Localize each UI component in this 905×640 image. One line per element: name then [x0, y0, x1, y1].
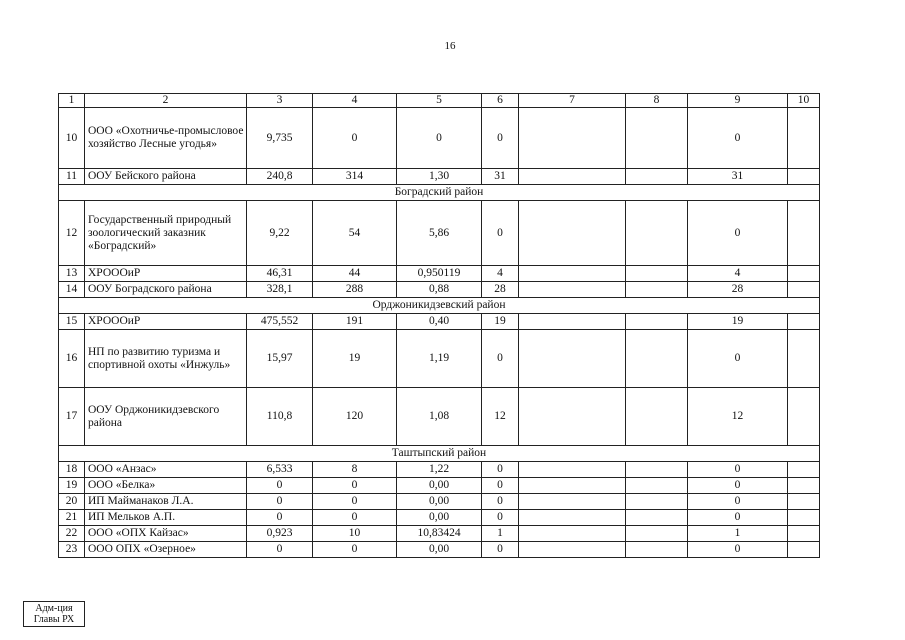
value-cell: 0	[247, 510, 313, 526]
value-cell: 288	[313, 282, 397, 298]
table-row	[59, 314, 820, 330]
table-row	[59, 510, 820, 526]
value-cell: 28	[482, 282, 519, 298]
value-cell	[626, 510, 688, 526]
value-cell: 1,30	[397, 169, 482, 185]
value-cell	[519, 542, 626, 558]
value-cell: 10,83424	[397, 526, 482, 542]
value-cell	[519, 494, 626, 510]
row-number-cell: 18	[59, 462, 85, 478]
table-row	[59, 282, 820, 298]
header-cell: 6	[482, 94, 519, 108]
value-cell: 0	[482, 330, 519, 388]
value-cell	[519, 510, 626, 526]
table-row	[59, 108, 820, 169]
data-table	[58, 93, 820, 558]
value-cell: 0,923	[247, 526, 313, 542]
header-cell: 10	[788, 94, 820, 108]
value-cell: 0,40	[397, 314, 482, 330]
value-cell	[519, 478, 626, 494]
value-cell	[519, 526, 626, 542]
value-cell: 5,86	[397, 201, 482, 266]
organization-name-cell: ООУ Боградского района	[85, 282, 247, 298]
value-cell: 314	[313, 169, 397, 185]
value-cell	[626, 266, 688, 282]
value-cell: 19	[313, 330, 397, 388]
row-number-cell: 15	[59, 314, 85, 330]
value-cell	[788, 169, 820, 185]
value-cell: 19	[482, 314, 519, 330]
value-cell: 1,08	[397, 388, 482, 446]
organization-name-cell: ООУ Бейского района	[85, 169, 247, 185]
value-cell: 240,8	[247, 169, 313, 185]
value-cell: 0	[482, 510, 519, 526]
stamp	[23, 601, 85, 627]
value-cell: 0,950119	[397, 266, 482, 282]
row-number-cell: 21	[59, 510, 85, 526]
header-row	[59, 94, 820, 108]
value-cell	[626, 542, 688, 558]
value-cell: 0	[688, 494, 788, 510]
value-cell: 19	[688, 314, 788, 330]
value-cell: 15,97	[247, 330, 313, 388]
value-cell: 0	[247, 542, 313, 558]
row-number-cell: 17	[59, 388, 85, 446]
stamp-line-2: Главы РХ	[33, 614, 75, 625]
value-cell: 0,00	[397, 494, 482, 510]
section-row	[59, 298, 820, 314]
value-cell	[626, 282, 688, 298]
value-cell: 0	[247, 478, 313, 494]
table-row	[59, 526, 820, 542]
value-cell: 110,8	[247, 388, 313, 446]
value-cell: 31	[482, 169, 519, 185]
value-cell: 0	[313, 510, 397, 526]
value-cell: 120	[313, 388, 397, 446]
value-cell	[519, 266, 626, 282]
value-cell	[788, 314, 820, 330]
value-cell	[519, 314, 626, 330]
table-row	[59, 169, 820, 185]
value-cell	[788, 542, 820, 558]
value-cell	[788, 282, 820, 298]
value-cell: 54	[313, 201, 397, 266]
value-cell: 0,88	[397, 282, 482, 298]
value-cell: 6,533	[247, 462, 313, 478]
organization-name-cell: ООО «Анзас»	[85, 462, 247, 478]
value-cell	[788, 494, 820, 510]
section-title: Боградский район	[59, 185, 820, 201]
value-cell: 1	[482, 526, 519, 542]
value-cell: 0	[482, 494, 519, 510]
value-cell: 0	[688, 108, 788, 169]
header-cell: 5	[397, 94, 482, 108]
value-cell: 9,22	[247, 201, 313, 266]
table-row	[59, 462, 820, 478]
value-cell: 0	[397, 108, 482, 169]
organization-name-cell: ООО ОПХ «Озерное»	[85, 542, 247, 558]
value-cell: 0	[688, 330, 788, 388]
value-cell: 44	[313, 266, 397, 282]
value-cell	[626, 169, 688, 185]
organization-name-cell: ИП Майманаков Л.А.	[85, 494, 247, 510]
value-cell: 0	[482, 542, 519, 558]
organization-name-cell: ООО «Охотничье-промысловое хозяйство Лесные угодья»	[85, 108, 247, 169]
value-cell	[788, 462, 820, 478]
header-cell: 7	[519, 94, 626, 108]
row-number-cell: 12	[59, 201, 85, 266]
header-cell: 1	[59, 94, 85, 108]
row-number-cell: 13	[59, 266, 85, 282]
value-cell: 9,735	[247, 108, 313, 169]
organization-name-cell: Государственный природный зоологический заказник «Боградский»	[85, 201, 247, 266]
row-number-cell: 16	[59, 330, 85, 388]
value-cell	[788, 478, 820, 494]
section-row	[59, 446, 820, 462]
value-cell: 10	[313, 526, 397, 542]
organization-name-cell: ООО «Белка»	[85, 478, 247, 494]
value-cell: 31	[688, 169, 788, 185]
value-cell	[788, 266, 820, 282]
table-row	[59, 330, 820, 388]
value-cell: 0	[313, 542, 397, 558]
value-cell: 0	[247, 494, 313, 510]
value-cell	[519, 388, 626, 446]
header-cell: 3	[247, 94, 313, 108]
value-cell: 0	[313, 108, 397, 169]
value-cell: 0	[688, 201, 788, 266]
value-cell: 191	[313, 314, 397, 330]
value-cell: 1	[688, 526, 788, 542]
value-cell	[788, 510, 820, 526]
section-title: Орджоникидзевский район	[59, 298, 820, 314]
header-cell: 9	[688, 94, 788, 108]
value-cell	[626, 201, 688, 266]
value-cell	[626, 330, 688, 388]
value-cell: 1,19	[397, 330, 482, 388]
value-cell	[626, 462, 688, 478]
value-cell	[519, 108, 626, 169]
row-number-cell: 11	[59, 169, 85, 185]
value-cell	[519, 462, 626, 478]
header-cell: 4	[313, 94, 397, 108]
value-cell: 8	[313, 462, 397, 478]
value-cell	[519, 201, 626, 266]
table-row	[59, 478, 820, 494]
table-row	[59, 201, 820, 266]
value-cell	[519, 169, 626, 185]
value-cell: 12	[688, 388, 788, 446]
row-number-cell: 19	[59, 478, 85, 494]
organization-name-cell: НП по развитию туризма и спортивной охоты «Инжуль»	[85, 330, 247, 388]
value-cell: 0	[688, 542, 788, 558]
value-cell: 0,00	[397, 478, 482, 494]
organization-name-cell: ИП Мельков А.П.	[85, 510, 247, 526]
row-number-cell: 10	[59, 108, 85, 169]
value-cell: 475,552	[247, 314, 313, 330]
value-cell	[626, 314, 688, 330]
table-body	[59, 94, 820, 558]
value-cell	[626, 108, 688, 169]
row-number-cell: 23	[59, 542, 85, 558]
value-cell: 0	[688, 462, 788, 478]
header-cell: 8	[626, 94, 688, 108]
value-cell	[788, 388, 820, 446]
value-cell	[788, 330, 820, 388]
value-cell: 12	[482, 388, 519, 446]
value-cell: 28	[688, 282, 788, 298]
row-number-cell: 20	[59, 494, 85, 510]
table-row	[59, 266, 820, 282]
section-row	[59, 185, 820, 201]
value-cell: 0,00	[397, 510, 482, 526]
value-cell	[626, 478, 688, 494]
stamp-line-1: Адм-ция	[35, 603, 73, 614]
row-number-cell: 22	[59, 526, 85, 542]
organization-name-cell: ООУ Орджоникидзевского района	[85, 388, 247, 446]
value-cell: 0	[688, 478, 788, 494]
organization-name-cell: ХРОООиР	[85, 266, 247, 282]
value-cell	[519, 330, 626, 388]
value-cell: 0	[482, 108, 519, 169]
page-number: 16	[444, 40, 456, 52]
value-cell: 0,00	[397, 542, 482, 558]
value-cell: 0	[482, 201, 519, 266]
organization-name-cell: ХРОООиР	[85, 314, 247, 330]
value-cell: 1,22	[397, 462, 482, 478]
value-cell	[788, 526, 820, 542]
value-cell: 328,1	[247, 282, 313, 298]
value-cell: 46,31	[247, 266, 313, 282]
table-row	[59, 388, 820, 446]
value-cell: 0	[482, 462, 519, 478]
value-cell	[788, 201, 820, 266]
value-cell: 0	[482, 478, 519, 494]
table-row	[59, 542, 820, 558]
table-row	[59, 494, 820, 510]
row-number-cell: 14	[59, 282, 85, 298]
value-cell	[788, 108, 820, 169]
value-cell	[626, 388, 688, 446]
value-cell	[626, 494, 688, 510]
value-cell	[519, 282, 626, 298]
organization-name-cell: ООО «ОПХ Кайзас»	[85, 526, 247, 542]
value-cell: 0	[688, 510, 788, 526]
header-cell: 2	[85, 94, 247, 108]
value-cell: 4	[482, 266, 519, 282]
value-cell: 0	[313, 478, 397, 494]
value-cell: 4	[688, 266, 788, 282]
value-cell	[626, 526, 688, 542]
section-title: Таштыпский район	[59, 446, 820, 462]
value-cell: 0	[313, 494, 397, 510]
